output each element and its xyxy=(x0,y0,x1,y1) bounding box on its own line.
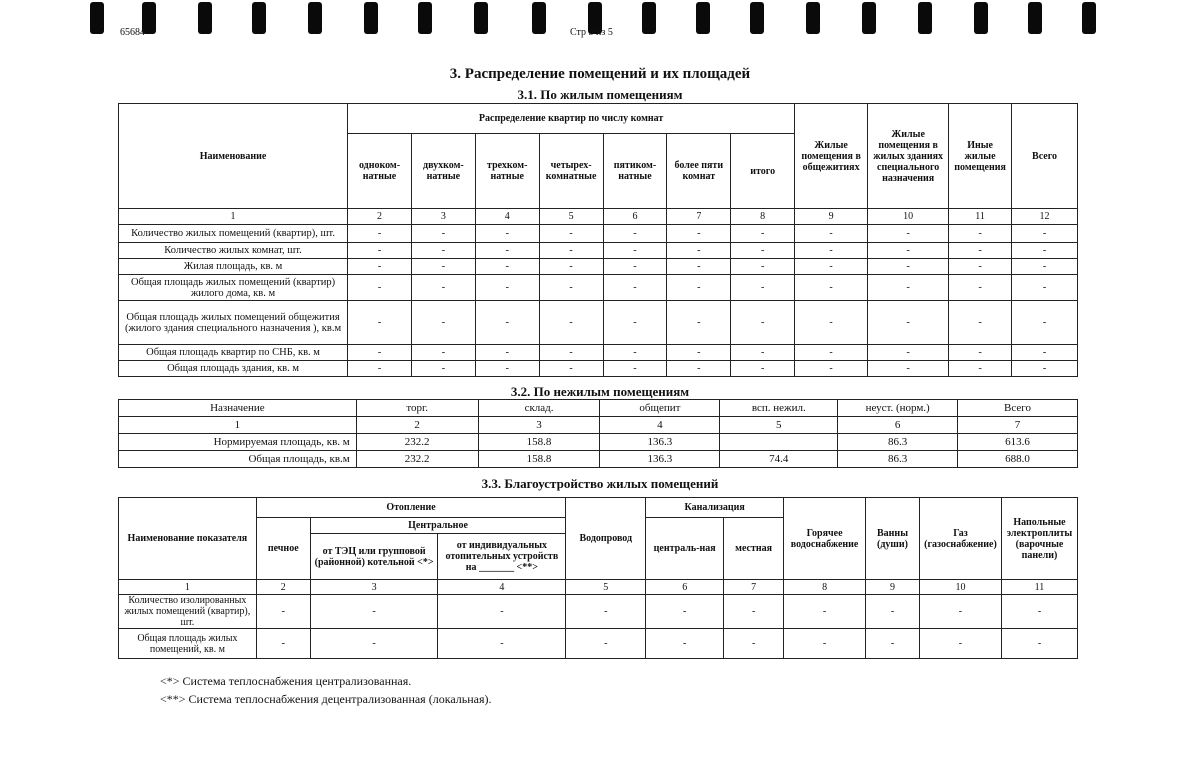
table-cell: - xyxy=(1012,361,1078,377)
table-cell: 136.3 xyxy=(600,451,720,468)
column-header: торг. xyxy=(356,400,478,417)
section3-title: 3.3. Благоустройство жилых помещений xyxy=(481,476,719,491)
table-row xyxy=(119,275,1078,301)
table-cell: - xyxy=(731,259,795,275)
column-number: 10 xyxy=(868,209,949,225)
tec-header: от ТЭЦ или групповой (районной) котельной <*> xyxy=(310,534,438,580)
table-cell: - xyxy=(348,225,412,243)
column-number: 7 xyxy=(958,417,1078,434)
col-other-header: Иные жилые помещения xyxy=(949,104,1012,209)
column-number: 3 xyxy=(411,209,475,225)
table-cell: - xyxy=(866,629,920,659)
table-cell: - xyxy=(603,275,667,301)
column-number: 11 xyxy=(949,209,1012,225)
column-number: 7 xyxy=(667,209,731,225)
binding-ring xyxy=(862,2,876,34)
col-name-header: Наименование xyxy=(119,104,348,209)
table-cell: - xyxy=(310,595,438,629)
column-number: 12 xyxy=(1012,209,1078,225)
table-cell: - xyxy=(731,345,795,361)
table-row xyxy=(119,629,1078,659)
table-cell: - xyxy=(1012,345,1078,361)
table-cell: - xyxy=(411,301,475,345)
table-cell: 136.3 xyxy=(600,434,720,451)
column-number: 10 xyxy=(919,580,1001,595)
column-header: неуст. (норм.) xyxy=(838,400,958,417)
table-cell: - xyxy=(603,243,667,259)
table-cell: - xyxy=(724,595,784,629)
column-number: 7 xyxy=(724,580,784,595)
table-cell: - xyxy=(475,345,539,361)
table-cell: 232.2 xyxy=(356,434,478,451)
table-cell: - xyxy=(566,595,646,629)
table-cell: - xyxy=(256,629,310,659)
table-cell: - xyxy=(949,301,1012,345)
page-indicator: Стр 3 из 5 xyxy=(570,27,613,38)
row-label: Количество изолированных жилых помещений (квартир), шт. xyxy=(119,595,257,629)
table-cell: - xyxy=(667,345,731,361)
table-row xyxy=(119,259,1078,275)
binding-ring xyxy=(750,2,764,34)
binding-ring xyxy=(418,2,432,34)
row-label: Общая площадь жилых помещений (квартир) жилого дома, кв. м xyxy=(119,275,348,301)
table-cell: - xyxy=(310,629,438,659)
column-number: 4 xyxy=(438,580,566,595)
column-number: 2 xyxy=(356,417,478,434)
table-cell: - xyxy=(866,595,920,629)
row-label: Общая площадь жилых помещений общежития (жилого здания специального назначения ), кв.м xyxy=(119,301,348,345)
column-number: 1 xyxy=(119,417,357,434)
column-number: 1 xyxy=(119,209,348,225)
column-number: 5 xyxy=(566,580,646,595)
table-cell: - xyxy=(566,629,646,659)
table-cell: - xyxy=(411,243,475,259)
table-cell: - xyxy=(1001,629,1077,659)
column-number: 11 xyxy=(1001,580,1077,595)
table-cell: - xyxy=(868,225,949,243)
column-number: 3 xyxy=(478,417,600,434)
binding-ring xyxy=(974,2,988,34)
main-title: 3. Распределение помещений и их площадей xyxy=(449,66,751,82)
table-cell: - xyxy=(868,243,949,259)
table-row xyxy=(119,301,1078,345)
table-cell: - xyxy=(539,301,603,345)
row-label: Количество жилых помещений (квартир), шт. xyxy=(119,225,348,243)
table-cell: - xyxy=(1012,275,1078,301)
binding-ring xyxy=(918,2,932,34)
table-cell: - xyxy=(475,225,539,243)
table-cell: - xyxy=(603,259,667,275)
footnote-local: <**> Система теплоснабжения децентрализованная (локальная). xyxy=(160,692,492,706)
table-cell: - xyxy=(603,361,667,377)
table-cell: - xyxy=(438,595,566,629)
table-cell: 232.2 xyxy=(356,451,478,468)
table-cell: - xyxy=(919,629,1001,659)
table-row xyxy=(119,434,1078,451)
table-cell: - xyxy=(348,345,412,361)
table-cell: - xyxy=(475,259,539,275)
table-cell: - xyxy=(348,361,412,377)
table-cell: 86.3 xyxy=(838,451,958,468)
table-cell: - xyxy=(949,345,1012,361)
binding-ring xyxy=(1082,2,1096,34)
table-cell: - xyxy=(949,275,1012,301)
table-cell: - xyxy=(667,275,731,301)
binding-ring xyxy=(806,2,820,34)
table-cell: - xyxy=(795,275,868,301)
hot-water-header: Горячее водоснабжение xyxy=(784,498,866,580)
col-indicator-header: Наименование показателя xyxy=(119,498,257,580)
column-header: всп. нежил. xyxy=(720,400,838,417)
column-number: 3 xyxy=(310,580,438,595)
table-cell: - xyxy=(539,275,603,301)
table-cell: - xyxy=(539,225,603,243)
table-cell: - xyxy=(667,301,731,345)
column-number: 9 xyxy=(866,580,920,595)
table-cell: - xyxy=(667,225,731,243)
table-row xyxy=(119,243,1078,259)
table-cell: - xyxy=(411,345,475,361)
residential-table xyxy=(118,103,1078,377)
footnote-central: <*> Система теплоснабжения централизованная. xyxy=(160,674,412,688)
table-cell: 86.3 xyxy=(838,434,958,451)
binding-ring xyxy=(1028,2,1042,34)
table-cell: 158.8 xyxy=(478,451,600,468)
table-cell: - xyxy=(949,225,1012,243)
table-cell: - xyxy=(539,345,603,361)
table-cell: - xyxy=(438,629,566,659)
binding-ring xyxy=(308,2,322,34)
column-number: 6 xyxy=(603,209,667,225)
table-cell: - xyxy=(724,629,784,659)
row-label: Общая площадь жилых помещений, кв. м xyxy=(119,629,257,659)
column-number: 9 xyxy=(795,209,868,225)
column-number: 8 xyxy=(784,580,866,595)
table-cell: - xyxy=(539,259,603,275)
table-cell: - xyxy=(475,275,539,301)
table-cell: - xyxy=(411,361,475,377)
binding-ring xyxy=(532,2,546,34)
column-header: общепит xyxy=(600,400,720,417)
table-cell: 613.6 xyxy=(958,434,1078,451)
table-row xyxy=(119,595,1078,629)
column-number: 5 xyxy=(720,417,838,434)
table-cell: - xyxy=(348,259,412,275)
column-number: 2 xyxy=(348,209,412,225)
table-cell: - xyxy=(868,345,949,361)
column-number: 1 xyxy=(119,580,257,595)
table-cell: - xyxy=(411,275,475,301)
table-cell: - xyxy=(949,243,1012,259)
table-cell: - xyxy=(949,259,1012,275)
table-cell: - xyxy=(475,301,539,345)
table-cell: - xyxy=(868,259,949,275)
table-row xyxy=(119,345,1078,361)
rooms-col-header: двухком-натные xyxy=(411,134,475,209)
row-label: Общая площадь, кв.м xyxy=(119,451,357,468)
row-label: Нормируемая площадь, кв. м xyxy=(119,434,357,451)
section2-title: 3.2. По нежилым помещениям xyxy=(510,384,690,399)
table-cell: - xyxy=(348,275,412,301)
table-cell: - xyxy=(411,259,475,275)
table-cell: - xyxy=(411,225,475,243)
rooms-col-header: трехком-натные xyxy=(475,134,539,209)
column-number: 4 xyxy=(600,417,720,434)
electric-header: Напольные электроплиты (варочные панели) xyxy=(1001,498,1077,580)
table-cell: - xyxy=(795,243,868,259)
table-cell: - xyxy=(256,595,310,629)
gas-header: Газ (газоснабжение) xyxy=(919,498,1001,580)
table-cell xyxy=(720,434,838,451)
section1-title: 3.1. По жилым помещениям xyxy=(517,87,683,102)
baths-header: Ванны (души) xyxy=(866,498,920,580)
table-cell: - xyxy=(795,259,868,275)
table-cell: - xyxy=(795,361,868,377)
table-cell: - xyxy=(646,629,724,659)
col-dorm-header: Жилые помещения в общежитиях xyxy=(795,104,868,209)
table-cell: 688.0 xyxy=(958,451,1078,468)
table-cell: - xyxy=(603,345,667,361)
rooms-col-header: пятиком-натные xyxy=(603,134,667,209)
table-cell: - xyxy=(475,243,539,259)
table-row xyxy=(119,361,1078,377)
table-cell: - xyxy=(348,301,412,345)
table-cell: - xyxy=(868,275,949,301)
column-number: 4 xyxy=(475,209,539,225)
rooms-col-header: четырех-комнатные xyxy=(539,134,603,209)
individual-header: от индивидуальных отопительных устройств на _______ <**> xyxy=(438,534,566,580)
column-number: 6 xyxy=(646,580,724,595)
table-cell: 74.4 xyxy=(720,451,838,468)
row-label: Общая площадь здания, кв. м xyxy=(119,361,348,377)
table-cell: - xyxy=(784,629,866,659)
row-label: Общая площадь квартир по СНБ, кв. м xyxy=(119,345,348,361)
table-row xyxy=(119,451,1078,468)
binding-ring xyxy=(364,2,378,34)
table-cell: - xyxy=(731,225,795,243)
column-header: Назначение xyxy=(119,400,357,417)
table-cell: - xyxy=(539,243,603,259)
col-special-header: Жилые помещения в жилых зданиях специального назначения xyxy=(868,104,949,209)
rooms-group-header: Распределение квартир по числу комнат xyxy=(348,104,795,134)
table-cell: - xyxy=(603,301,667,345)
table-cell: - xyxy=(667,243,731,259)
binding-ring xyxy=(252,2,266,34)
table-cell: - xyxy=(539,361,603,377)
table-cell: - xyxy=(475,361,539,377)
table-cell: - xyxy=(919,595,1001,629)
binding-ring xyxy=(198,2,212,34)
row-label: Жилая площадь, кв. м xyxy=(119,259,348,275)
column-header: склад. xyxy=(478,400,600,417)
table-row xyxy=(119,225,1078,243)
column-number: 8 xyxy=(731,209,795,225)
binding-ring xyxy=(696,2,710,34)
table-cell: - xyxy=(731,275,795,301)
table-cell: - xyxy=(784,595,866,629)
central-header: Центральное xyxy=(310,518,566,534)
table-cell: - xyxy=(731,361,795,377)
col-total-header: Всего xyxy=(1012,104,1078,209)
row-label: Количество жилых комнат, шт. xyxy=(119,243,348,259)
column-number: 2 xyxy=(256,580,310,595)
table-cell: 158.8 xyxy=(478,434,600,451)
binding-ring xyxy=(90,2,104,34)
table-cell: - xyxy=(1012,301,1078,345)
sewer-central-header: централь-ная xyxy=(646,518,724,580)
stove-header: печное xyxy=(256,518,310,580)
table-cell: - xyxy=(868,301,949,345)
table-cell: - xyxy=(603,225,667,243)
column-number: 6 xyxy=(838,417,958,434)
sewer-header: Канализация xyxy=(646,498,784,518)
binding-ring xyxy=(474,2,488,34)
table-cell: - xyxy=(646,595,724,629)
binding-ring xyxy=(642,2,656,34)
table-cell: - xyxy=(348,243,412,259)
column-number: 5 xyxy=(539,209,603,225)
rooms-col-header: одноком-натные xyxy=(348,134,412,209)
nonresidential-table xyxy=(118,399,1078,468)
table-cell: - xyxy=(1012,259,1078,275)
table-cell: - xyxy=(731,301,795,345)
table-cell: - xyxy=(795,225,868,243)
table-cell: - xyxy=(795,345,868,361)
table-cell: - xyxy=(1001,595,1077,629)
rooms-col-header: итого xyxy=(731,134,795,209)
table-cell: - xyxy=(667,259,731,275)
sewer-local-header: местная xyxy=(724,518,784,580)
table-cell: - xyxy=(667,361,731,377)
table-cell: - xyxy=(795,301,868,345)
document-id: 65684 xyxy=(120,27,145,38)
table-cell: - xyxy=(731,243,795,259)
water-header: Водопровод xyxy=(566,498,646,580)
table-cell: - xyxy=(868,361,949,377)
table-cell: - xyxy=(949,361,1012,377)
rooms-col-header: более пяти комнат xyxy=(667,134,731,209)
column-header: Всего xyxy=(958,400,1078,417)
table-cell: - xyxy=(1012,243,1078,259)
heating-header: Отопление xyxy=(256,498,566,518)
table-cell: - xyxy=(1012,225,1078,243)
amenities-table xyxy=(118,497,1078,659)
